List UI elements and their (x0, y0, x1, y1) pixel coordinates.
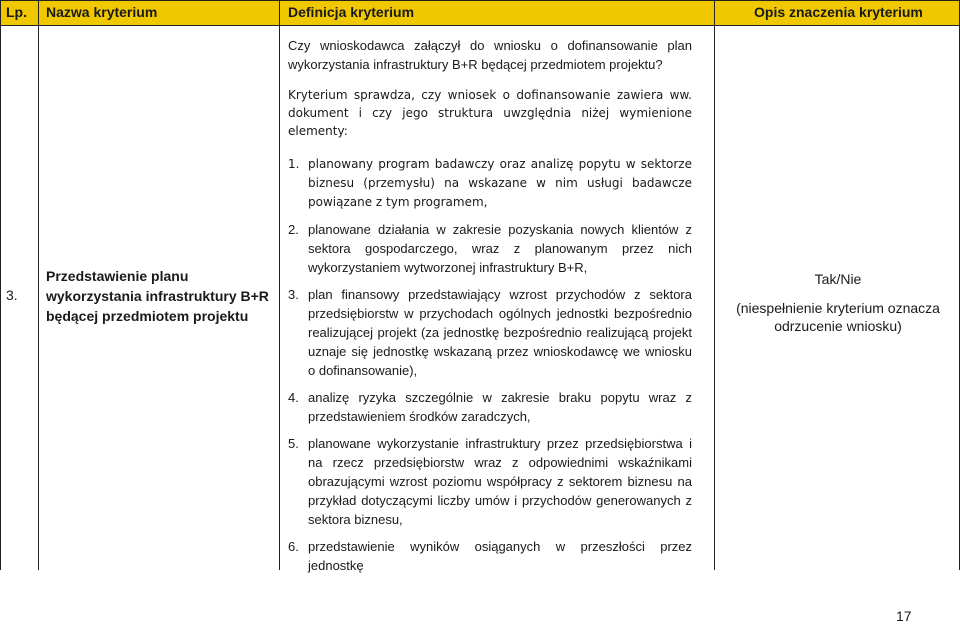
list-item-text: planowane wykorzystanie infrastruktury przez przedsiębiorstwa i na rzecz przedsiębiorstw wraz z odpowiednimi wskaźnikami obrazującymi wzrost poziomu współpracy z sektorem biznesu na przykład dotyczącymi liczby umów i przychodów generowanych z sektora biznesu, (308, 436, 692, 527)
list-item-text: analizę ryzyka szczególnie w zakresie braku popytu wraz z przedstawieniem środków zaradczych, (308, 390, 692, 424)
definition-intro: Kryterium sprawdza, czy wniosek o dofinansowanie zawiera ww. dokument i czy jego struktura uwzględnia niżej wymienione elementy: (288, 88, 692, 138)
border-col3 (714, 0, 715, 570)
description-spacer (720, 288, 956, 299)
list-item-text: planowane działania w zakresie pozyskania nowych klientów z sektora gospodarczego, wraz z planowanym przez nich wykorzystaniem wytworzonej infrastruktury B+R, (308, 222, 692, 275)
list-item (288, 388, 692, 426)
list-item (288, 434, 692, 529)
header-definition: Definicja kryterium (288, 4, 415, 20)
list-item-number: 4. (288, 390, 299, 405)
criterion-name: Przedstawienie planu wykorzystania infrastruktury B+R będącej przedmiotem projektu (46, 268, 269, 324)
list-item (288, 285, 692, 380)
border-col1 (38, 0, 39, 570)
header-description: Opis znaczenia kryterium (754, 4, 923, 20)
header-lp: Lp. (6, 4, 27, 20)
list-item-text: przedstawienie wyników osiąganych w przeszłości przez jednostkę (308, 539, 692, 573)
page-number: 17 (896, 608, 912, 624)
list-item (288, 220, 692, 277)
definition-question: Czy wnioskodawca załączył do wniosku o dofinansowanie plan wykorzystania infrastruktury B+R będącej przedmiotem projektu? (288, 38, 692, 72)
list-item-text: planowany program badawczy oraz analizę popytu w sektorze biznesu (przemysłu) na wskazane w nim usługi badawcze powiązane z tym programem, (308, 157, 692, 209)
list-item-number: 2. (288, 222, 299, 237)
list-item-number: 6. (288, 539, 299, 554)
border-header (0, 25, 960, 26)
criterion-definition (288, 36, 692, 583)
list-item-text: plan finansowy przedstawiający wzrost przychodów z sektora przedsiębiorstw w przychodach ogólnych jednostki bezpośrednio realizującej projekt (za jednostkę bezpośrednio realizującą projekt uznaje się jednostkę wskazaną przez wnioskodawcę we wniosku o dofinansowanie), (308, 287, 692, 378)
description-note: (niespełnienie kryterium oznacza odrzucenie wniosku) (736, 300, 940, 334)
header-name: Nazwa kryterium (46, 4, 158, 20)
list-item-number: 3. (288, 287, 299, 302)
description-main: Tak/Nie (814, 271, 862, 287)
border-left (0, 0, 1, 570)
criterion-description (720, 270, 956, 335)
border-col2 (279, 0, 280, 570)
list-item (288, 155, 692, 212)
list-item (288, 537, 692, 575)
row-number: 3. (6, 287, 18, 303)
list-item-number: 1. (288, 157, 300, 171)
list-item-number: 5. (288, 436, 299, 451)
border-top (0, 0, 960, 1)
